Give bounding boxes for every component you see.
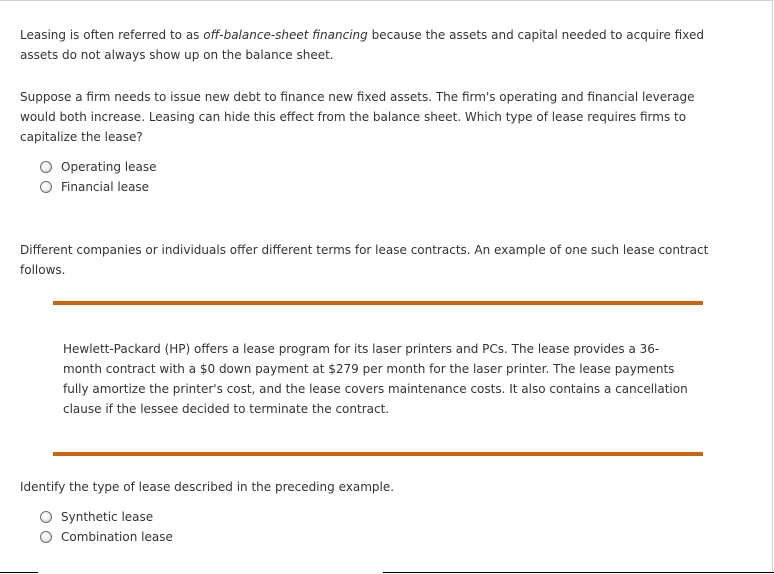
option-synthetic-lease[interactable] [40,507,173,527]
question2-options [40,507,173,547]
radio-button-icon[interactable] [40,161,52,173]
example-bottom-rule [53,452,703,456]
intro-emphasis: off-balance-sheet financing [203,28,368,42]
question1-text: Suppose a firm needs to issue new debt to finance new fixed assets. The firm's operating and financial leverage would both increase. Leasing can hide this effect from the balance sheet. Which type of lease requires firms to capitalize the lease? [20,90,695,144]
option-label: Combination lease [61,530,173,544]
option-operating-lease[interactable] [40,157,157,177]
option-label: Synthetic lease [61,510,154,524]
question2-text: Identify the type of lease described in the preceding example. [20,480,395,494]
radio-button-icon[interactable] [40,181,52,193]
bottom-border-right [383,572,774,573]
radio-button-icon[interactable] [40,511,52,523]
intro-text-before: Leasing is often referred to as [20,28,204,42]
option-combination-lease[interactable] [40,527,173,547]
intro-paragraph [20,25,730,65]
bottom-border-left [0,572,38,573]
option-label: Financial lease [61,180,150,194]
example-text: Hewlett-Packard (HP) offers a lease program for its laser printers and PCs. The lease provides a 36-month contract with a $0 down payment at $279 per month for the laser printer. The lease payments fully amortize the printer's cost, and the lease covers maintenance costs. It also contains a cancellation clause if the lessee decided to terminate the contract. [63,342,688,416]
intro-text-after: because the assets and capital needed to acquire fixed assets do not always show up on the balance sheet. [20,28,704,62]
example-top-rule [53,301,703,305]
radio-button-icon[interactable] [40,531,52,543]
option-financial-lease[interactable] [40,177,157,197]
option-label: Operating lease [61,160,157,174]
transition-paragraph: Different companies or individuals offer different terms for lease contracts. An example of one such lease contract follows. [20,243,709,277]
question1-options [40,157,157,197]
